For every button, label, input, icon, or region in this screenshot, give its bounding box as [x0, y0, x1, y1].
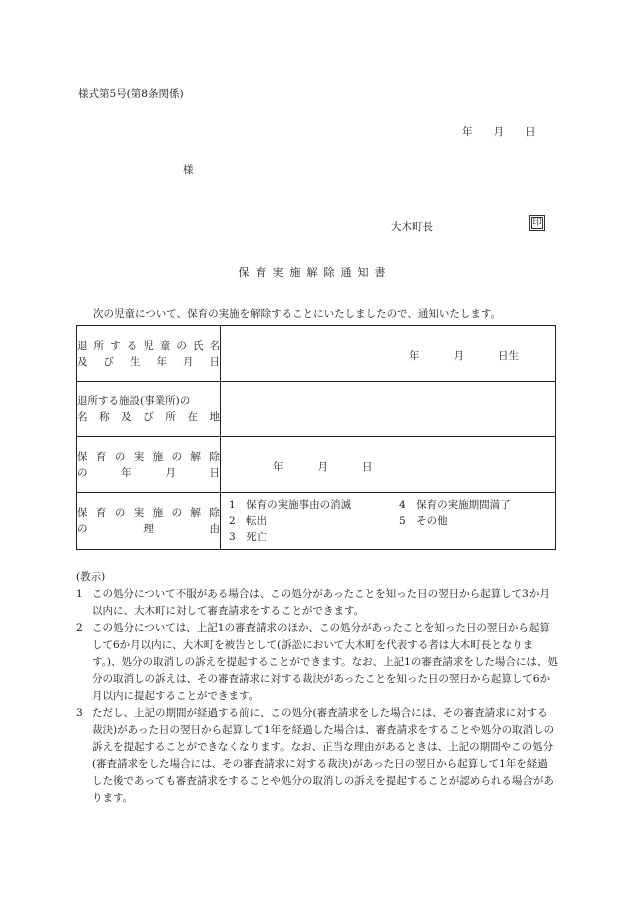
- instruction-text: この処分については、上記1の審査請求のほか、この処分があったことを知った日の翌日から起算して6か月以内に、大木町を被告として(訴訟において大木町を代表する者は大木町長となります。)、処分の取消しの訴えを提起することができます。なお、上記1の審査請求をした場合には、処分の取消しの訴えは、その審査請求に対する裁決があったことを知った日の翌日から起算して6か月以内に提起することができます。: [92, 622, 558, 702]
- reason-option[interactable]: 2 転出: [229, 515, 268, 527]
- label-char: の: [114, 450, 126, 463]
- label-line: [77, 338, 220, 354]
- info-table: [76, 325, 556, 550]
- label-char: 及: [77, 355, 88, 368]
- form-number: 様式第5号(第8条関係): [78, 88, 184, 100]
- label-char: 名: [77, 411, 88, 423]
- birth-date: [409, 348, 519, 363]
- value-child-name[interactable]: [221, 326, 556, 382]
- seal-text: 印: [532, 218, 542, 228]
- reason-option[interactable]: 4 保育の実施期間満了: [399, 499, 511, 511]
- release-month: 月: [317, 461, 328, 473]
- label-char: 施: [152, 507, 164, 519]
- label-char: 名: [209, 339, 220, 352]
- instruction-item: [76, 705, 558, 807]
- instruction-item: [76, 586, 558, 620]
- instruction-number: 3: [76, 707, 83, 719]
- reason-option[interactable]: 3 死亡: [229, 531, 268, 543]
- release-year: 年: [273, 461, 284, 473]
- row-child-name: [77, 326, 556, 382]
- row-reason: [77, 493, 556, 550]
- label-char: 年: [156, 355, 167, 368]
- label-char: の: [77, 466, 88, 479]
- label-char: 及: [121, 411, 132, 423]
- label-line: [77, 449, 220, 465]
- seal-icon: [529, 215, 545, 231]
- label-line: [77, 354, 220, 370]
- label-char: 在: [187, 411, 198, 423]
- label-char: 実: [133, 507, 145, 519]
- label-line: [77, 505, 220, 521]
- label-release-date: [77, 437, 221, 493]
- value-reason: [221, 493, 556, 550]
- label-line: 退所する施設(事業所)の: [77, 395, 191, 407]
- label-char: 日: [209, 466, 220, 479]
- label-char: 実: [133, 450, 145, 463]
- label-char: る: [126, 339, 138, 352]
- label-char: 所: [93, 339, 105, 352]
- issue-date: 年 月 日: [462, 126, 536, 138]
- label-char: び: [143, 411, 154, 423]
- label-char: 保: [77, 450, 88, 463]
- release-day: 日: [362, 461, 373, 473]
- instructions: [76, 569, 558, 807]
- label-char: 解: [190, 450, 202, 463]
- label-char: 由: [209, 523, 220, 535]
- label-char: 除: [209, 450, 220, 463]
- label-char: 解: [190, 507, 202, 519]
- label-line: [77, 465, 220, 481]
- reason-option[interactable]: 5 その他: [399, 515, 448, 527]
- label-char: 施: [152, 450, 164, 463]
- release-date: [273, 459, 373, 474]
- label-char: 育: [95, 450, 107, 463]
- label-char: 退: [77, 339, 88, 352]
- label-char: 月: [165, 466, 176, 479]
- label-char: の: [114, 507, 126, 519]
- reason-options: [221, 497, 555, 545]
- label-char: 育: [95, 507, 107, 519]
- label-char: 氏: [192, 339, 204, 352]
- addressee-suffix: 様: [183, 164, 194, 176]
- birth-month: 月: [453, 350, 464, 362]
- instruction-item: [76, 620, 558, 705]
- label-char: の: [176, 339, 187, 352]
- instructions-heading: (教示): [76, 571, 106, 583]
- label-char: 生: [130, 355, 141, 368]
- row-release-date: [77, 437, 556, 493]
- intro-text: 次の児童について、保育の実施を解除することにいたしましたので、通知いたします。: [93, 308, 502, 320]
- label-char: 保: [77, 507, 88, 519]
- reason-option[interactable]: 1 保育の実施事由の消滅: [229, 499, 352, 511]
- birth-day: 日生: [498, 350, 519, 362]
- label-child-name: [77, 326, 221, 382]
- label-char: 月: [183, 355, 194, 368]
- label-char: の: [171, 450, 183, 463]
- instruction-text: ただし、上記の期間が経過する前に、この処分(審査請求をした場合には、その審査請求に対する裁決)があった日の翌日から起算して1年を経過した場合は、審査請求をすることや処分の取消しの訴えを提起することができなくなります。なお、正当な理由があるときは、上記の期間やこの処分(審査請求をした場合には、その審査請求に対する裁決)があった日の翌日から起算して1年を経過した後であっても審査請求をすることや処分の取消しの訴えを提起することが認められる場合があります。: [92, 707, 555, 804]
- instruction-number: 1: [76, 588, 83, 600]
- label-char: す: [110, 339, 121, 352]
- label-char: 称: [99, 411, 110, 423]
- instruction-text: この処分について不服がある場合は、この処分があったことを知った日の翌日から起算して3か月以内に、大木町に対して審査請求をすることができます。: [92, 588, 550, 617]
- document-title: 保育実施解除通知書: [238, 266, 392, 279]
- label-char: 童: [159, 339, 171, 352]
- label-char: 年: [121, 466, 132, 479]
- label-line: [77, 521, 220, 537]
- label-char: び: [103, 355, 114, 368]
- label-char: の: [77, 523, 88, 535]
- label-char: 所: [165, 411, 176, 423]
- instruction-number: 2: [76, 622, 83, 634]
- label-line: [77, 409, 220, 425]
- label-char: 地: [209, 411, 220, 423]
- label-char: 児: [143, 339, 154, 352]
- label-facility: [77, 382, 221, 437]
- row-facility: [77, 382, 556, 437]
- issuer-name: 大木町長: [391, 221, 433, 233]
- label-char: 除: [209, 507, 220, 519]
- label-char: 理: [143, 523, 154, 535]
- birth-year: 年: [409, 350, 420, 362]
- label-char: の: [171, 507, 183, 519]
- label-reason: [77, 493, 221, 550]
- value-facility[interactable]: [221, 382, 556, 437]
- value-release-date[interactable]: [221, 437, 556, 493]
- label-char: 日: [209, 355, 220, 368]
